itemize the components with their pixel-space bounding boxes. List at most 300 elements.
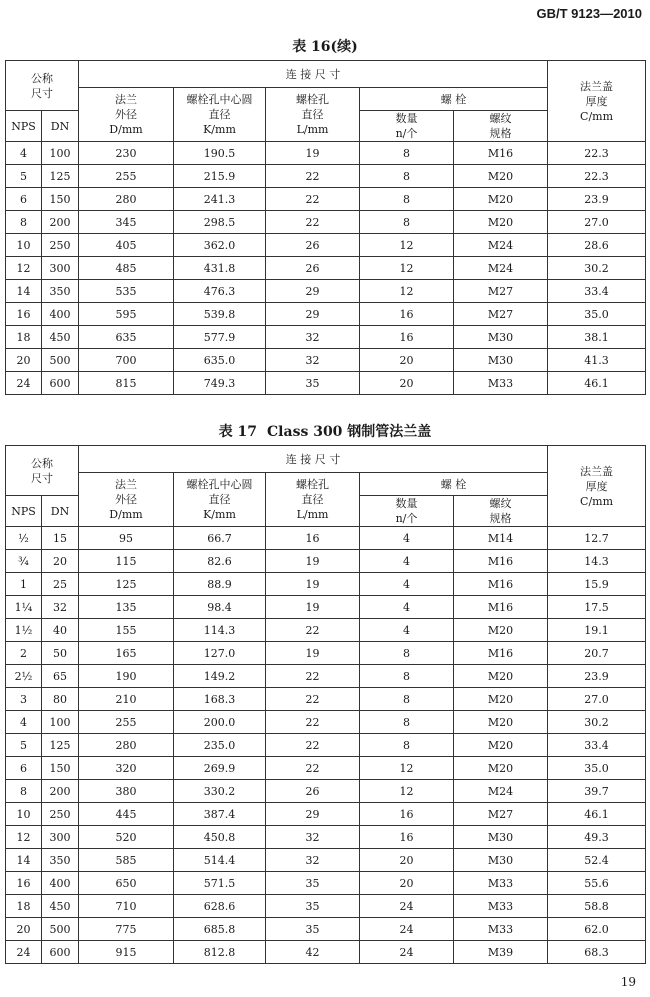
table-row (6, 326, 646, 349)
cell-thread-size: M14 (454, 527, 548, 550)
cell-bolt-hole: 29 (266, 303, 360, 326)
cell-thread-size: M20 (454, 188, 548, 211)
cell-cover-thickness: 23.9 (548, 188, 646, 211)
cell-flange-od: 165 (79, 642, 174, 665)
cell-cover-thickness: 49.3 (548, 826, 646, 849)
cell-nps: 20 (6, 918, 42, 941)
cell-flange-od: 585 (79, 849, 174, 872)
cell-dn: 200 (42, 211, 79, 234)
cell-bolt-qty: 4 (360, 619, 454, 642)
cell-cover-thickness: 39.7 (548, 780, 646, 803)
cell-bolt-qty: 8 (360, 734, 454, 757)
cell-dn: 125 (42, 165, 79, 188)
cell-bolt-qty: 16 (360, 826, 454, 849)
cell-dn: 350 (42, 849, 79, 872)
cell-bolt-hole: 22 (266, 711, 360, 734)
cell-nps: 24 (6, 372, 42, 395)
cell-nps: 14 (6, 280, 42, 303)
cell-flange-od: 445 (79, 803, 174, 826)
cell-flange-od: 280 (79, 734, 174, 757)
cell-bolt-circle: 269.9 (174, 757, 266, 780)
cell-bolt-circle: 628.6 (174, 895, 266, 918)
cell-flange-od: 115 (79, 550, 174, 573)
cell-dn: 300 (42, 257, 79, 280)
cell-flange-od: 635 (79, 326, 174, 349)
cell-cover-thickness: 38.1 (548, 326, 646, 349)
cell-bolt-circle: 387.4 (174, 803, 266, 826)
cell-thread-size: M27 (454, 303, 548, 326)
cell-nps: 24 (6, 941, 42, 964)
cell-flange-od: 320 (79, 757, 174, 780)
cell-bolt-qty: 4 (360, 596, 454, 619)
cell-thread-size: M24 (454, 257, 548, 280)
table-row (6, 941, 646, 964)
table-row (6, 234, 646, 257)
cell-bolt-circle: 571.5 (174, 872, 266, 895)
cell-bolt-circle: 749.3 (174, 372, 266, 395)
cell-nps: ¾ (6, 550, 42, 573)
cell-bolt-hole: 32 (266, 349, 360, 372)
cell-cover-thickness: 30.2 (548, 257, 646, 280)
table-row (6, 757, 646, 780)
cell-nps: ½ (6, 527, 42, 550)
cell-bolt-circle: 812.8 (174, 941, 266, 964)
cell-cover-thickness: 35.0 (548, 757, 646, 780)
cell-dn: 125 (42, 734, 79, 757)
cell-dn: 20 (42, 550, 79, 573)
cell-bolt-hole: 19 (266, 573, 360, 596)
cell-flange-od: 915 (79, 941, 174, 964)
cell-flange-od: 535 (79, 280, 174, 303)
cell-bolt-hole: 32 (266, 826, 360, 849)
cell-bolt-circle: 127.0 (174, 642, 266, 665)
cell-bolt-circle: 635.0 (174, 349, 266, 372)
cell-bolt-qty: 20 (360, 849, 454, 872)
cell-cover-thickness: 12.7 (548, 527, 646, 550)
cell-flange-od: 155 (79, 619, 174, 642)
table-16 (5, 60, 646, 395)
cell-dn: 65 (42, 665, 79, 688)
cell-dn: 600 (42, 372, 79, 395)
header-bolt-hole-diameter: 螺栓孔 直径 L/mm (266, 473, 360, 527)
cell-dn: 40 (42, 619, 79, 642)
cell-dn: 400 (42, 872, 79, 895)
cell-bolt-circle: 98.4 (174, 596, 266, 619)
cell-dn: 450 (42, 895, 79, 918)
cell-cover-thickness: 52.4 (548, 849, 646, 872)
cell-bolt-qty: 20 (360, 349, 454, 372)
cell-flange-od: 650 (79, 872, 174, 895)
cell-bolt-circle: 88.9 (174, 573, 266, 596)
cell-flange-od: 815 (79, 372, 174, 395)
cell-thread-size: M30 (454, 326, 548, 349)
table-row (6, 349, 646, 372)
cell-bolt-circle: 362.0 (174, 234, 266, 257)
table-row (6, 688, 646, 711)
header-dn: DN (42, 111, 79, 142)
cell-dn: 450 (42, 326, 79, 349)
header-bolt-quantity: 数量 n/个 (360, 496, 454, 527)
cell-bolt-circle: 114.3 (174, 619, 266, 642)
table-row (6, 826, 646, 849)
cell-thread-size: M27 (454, 280, 548, 303)
cell-cover-thickness: 17.5 (548, 596, 646, 619)
cell-cover-thickness: 46.1 (548, 372, 646, 395)
cell-bolt-hole: 22 (266, 211, 360, 234)
cell-thread-size: M20 (454, 757, 548, 780)
cell-bolt-hole: 22 (266, 619, 360, 642)
cell-nps: 16 (6, 303, 42, 326)
table-row (6, 188, 646, 211)
cell-bolt-hole: 19 (266, 596, 360, 619)
cell-bolt-qty: 24 (360, 918, 454, 941)
cell-nps: 12 (6, 257, 42, 280)
cell-cover-thickness: 22.3 (548, 142, 646, 165)
cell-dn: 350 (42, 280, 79, 303)
cell-cover-thickness: 19.1 (548, 619, 646, 642)
cell-bolt-qty: 20 (360, 372, 454, 395)
cell-bolt-qty: 16 (360, 803, 454, 826)
cell-dn: 15 (42, 527, 79, 550)
header-bolt-hole-diameter: 螺栓孔 直径 L/mm (266, 88, 360, 142)
cell-nps: 1 (6, 573, 42, 596)
cell-nps: 5 (6, 734, 42, 757)
header-bolt-circle-diameter: 螺栓孔中心圆 直径 K/mm (174, 88, 266, 142)
cell-bolt-circle: 539.8 (174, 303, 266, 326)
cell-dn: 100 (42, 142, 79, 165)
cell-bolt-qty: 12 (360, 780, 454, 803)
cell-cover-thickness: 20.7 (548, 642, 646, 665)
cell-bolt-qty: 20 (360, 872, 454, 895)
header-flange-outer-diameter: 法兰 外径 D/mm (79, 88, 174, 142)
cell-thread-size: M30 (454, 349, 548, 372)
cell-bolt-hole: 26 (266, 257, 360, 280)
cell-bolt-qty: 8 (360, 711, 454, 734)
cell-cover-thickness: 15.9 (548, 573, 646, 596)
cell-cover-thickness: 55.6 (548, 872, 646, 895)
cell-bolt-hole: 22 (266, 688, 360, 711)
cell-bolt-qty: 12 (360, 757, 454, 780)
cell-flange-od: 230 (79, 142, 174, 165)
cell-bolt-qty: 8 (360, 688, 454, 711)
cell-thread-size: M20 (454, 211, 548, 234)
cell-bolt-qty: 8 (360, 642, 454, 665)
cell-flange-od: 380 (79, 780, 174, 803)
cell-thread-size: M16 (454, 642, 548, 665)
cell-bolt-hole: 19 (266, 550, 360, 573)
cell-bolt-qty: 4 (360, 527, 454, 550)
cell-thread-size: M16 (454, 550, 548, 573)
cell-bolt-hole: 26 (266, 780, 360, 803)
cell-thread-size: M33 (454, 372, 548, 395)
header-cover-thickness: 法兰盖 厚度 C/mm (548, 61, 646, 142)
cell-bolt-hole: 32 (266, 326, 360, 349)
table-row (6, 872, 646, 895)
table-row (6, 527, 646, 550)
cell-bolt-qty: 4 (360, 573, 454, 596)
cell-bolt-circle: 215.9 (174, 165, 266, 188)
cell-cover-thickness: 22.3 (548, 165, 646, 188)
header-connection-dimensions: 连 接 尺 寸 (79, 446, 548, 473)
cell-flange-od: 520 (79, 826, 174, 849)
table-row (6, 211, 646, 234)
cell-bolt-hole: 26 (266, 234, 360, 257)
cell-thread-size: M39 (454, 941, 548, 964)
cell-nps: 1¼ (6, 596, 42, 619)
cell-thread-size: M24 (454, 234, 548, 257)
cell-flange-od: 345 (79, 211, 174, 234)
cell-nps: 1½ (6, 619, 42, 642)
table-row (6, 780, 646, 803)
table-row (6, 596, 646, 619)
header-connection-dimensions: 连 接 尺 寸 (79, 61, 548, 88)
cell-flange-od: 405 (79, 234, 174, 257)
cell-dn: 150 (42, 757, 79, 780)
header-nominal-size: 公称 尺寸 (6, 446, 79, 496)
cell-bolt-circle: 431.8 (174, 257, 266, 280)
cell-dn: 400 (42, 303, 79, 326)
cell-nps: 2½ (6, 665, 42, 688)
cell-thread-size: M33 (454, 918, 548, 941)
cell-dn: 32 (42, 596, 79, 619)
cell-cover-thickness: 14.3 (548, 550, 646, 573)
cell-bolt-hole: 35 (266, 372, 360, 395)
cell-bolt-circle: 298.5 (174, 211, 266, 234)
cell-bolt-circle: 577.9 (174, 326, 266, 349)
cell-dn: 250 (42, 234, 79, 257)
cell-bolt-circle: 450.8 (174, 826, 266, 849)
table-row (6, 803, 646, 826)
header-bolt-circle-diameter: 螺栓孔中心圆 直径 K/mm (174, 473, 266, 527)
cell-nps: 5 (6, 165, 42, 188)
cell-cover-thickness: 62.0 (548, 918, 646, 941)
cell-nps: 16 (6, 872, 42, 895)
cell-cover-thickness: 30.2 (548, 711, 646, 734)
cell-flange-od: 485 (79, 257, 174, 280)
cell-bolt-circle: 66.7 (174, 527, 266, 550)
cell-bolt-qty: 16 (360, 326, 454, 349)
cell-cover-thickness: 27.0 (548, 688, 646, 711)
cell-bolt-qty: 24 (360, 941, 454, 964)
cell-cover-thickness: 35.0 (548, 303, 646, 326)
table-row (6, 142, 646, 165)
cell-bolt-circle: 685.8 (174, 918, 266, 941)
cell-thread-size: M27 (454, 803, 548, 826)
cell-dn: 250 (42, 803, 79, 826)
cell-thread-size: M33 (454, 895, 548, 918)
cell-flange-od: 595 (79, 303, 174, 326)
cell-flange-od: 710 (79, 895, 174, 918)
cell-flange-od: 210 (79, 688, 174, 711)
cell-flange-od: 190 (79, 665, 174, 688)
table-17-caption (0, 421, 650, 441)
cell-cover-thickness: 33.4 (548, 734, 646, 757)
cell-bolt-qty: 12 (360, 257, 454, 280)
table-16-number: 表 16 (292, 39, 331, 55)
cell-nps: 4 (6, 711, 42, 734)
cell-bolt-qty: 4 (360, 550, 454, 573)
cell-bolt-qty: 8 (360, 665, 454, 688)
cell-flange-od: 700 (79, 349, 174, 372)
cell-bolt-qty: 12 (360, 280, 454, 303)
header-cover-thickness: 法兰盖 厚度 C/mm (548, 446, 646, 527)
cell-flange-od: 125 (79, 573, 174, 596)
table-17 (5, 445, 646, 964)
cell-thread-size: M24 (454, 780, 548, 803)
cell-bolt-circle: 514.4 (174, 849, 266, 872)
header-bolt-quantity: 数量 n/个 (360, 111, 454, 142)
cell-dn: 200 (42, 780, 79, 803)
header-thread-size: 螺纹 规格 (454, 111, 548, 142)
cell-dn: 25 (42, 573, 79, 596)
cell-cover-thickness: 46.1 (548, 803, 646, 826)
cell-cover-thickness: 68.3 (548, 941, 646, 964)
table-row (6, 849, 646, 872)
header-nps: NPS (6, 111, 42, 142)
cell-bolt-hole: 16 (266, 527, 360, 550)
cell-bolt-hole: 19 (266, 142, 360, 165)
cell-flange-od: 135 (79, 596, 174, 619)
cell-nps: 14 (6, 849, 42, 872)
cell-thread-size: M20 (454, 688, 548, 711)
table-row (6, 918, 646, 941)
cell-bolt-hole: 42 (266, 941, 360, 964)
cell-thread-size: M20 (454, 619, 548, 642)
cell-nps: 8 (6, 211, 42, 234)
cell-nps: 3 (6, 688, 42, 711)
cell-bolt-circle: 190.5 (174, 142, 266, 165)
table-row (6, 280, 646, 303)
cell-dn: 50 (42, 642, 79, 665)
cell-nps: 4 (6, 142, 42, 165)
cell-dn: 300 (42, 826, 79, 849)
cell-bolt-qty: 8 (360, 165, 454, 188)
cell-bolt-circle: 476.3 (174, 280, 266, 303)
header-dn: DN (42, 496, 79, 527)
cell-bolt-circle: 235.0 (174, 734, 266, 757)
cell-bolt-hole: 29 (266, 803, 360, 826)
cell-bolt-circle: 241.3 (174, 188, 266, 211)
standard-code: GB/T 9123—2010 (536, 6, 642, 21)
cell-bolt-circle: 82.6 (174, 550, 266, 573)
table-row (6, 573, 646, 596)
cell-dn: 80 (42, 688, 79, 711)
table-17-number: 表 17 (218, 424, 258, 440)
cell-nps: 2 (6, 642, 42, 665)
cell-bolt-circle: 330.2 (174, 780, 266, 803)
cell-bolt-hole: 22 (266, 165, 360, 188)
cell-bolt-qty: 12 (360, 234, 454, 257)
table-17-title: Class 300 钢制管法兰盖 (267, 424, 432, 440)
header-nps: NPS (6, 496, 42, 527)
cell-dn: 100 (42, 711, 79, 734)
cell-thread-size: M16 (454, 596, 548, 619)
header-nominal-size: 公称 尺寸 (6, 61, 79, 111)
page-number: 19 (620, 975, 636, 989)
table-row (6, 372, 646, 395)
cell-bolt-hole: 35 (266, 918, 360, 941)
cell-nps: 20 (6, 349, 42, 372)
cell-cover-thickness: 33.4 (548, 280, 646, 303)
cell-bolt-qty: 8 (360, 188, 454, 211)
cell-thread-size: M30 (454, 826, 548, 849)
cell-bolt-qty: 24 (360, 895, 454, 918)
table-row (6, 165, 646, 188)
cell-thread-size: M16 (454, 142, 548, 165)
cell-bolt-qty: 8 (360, 211, 454, 234)
table-row (6, 642, 646, 665)
cell-nps: 10 (6, 803, 42, 826)
cell-cover-thickness: 41.3 (548, 349, 646, 372)
cell-flange-od: 280 (79, 188, 174, 211)
cell-nps: 6 (6, 188, 42, 211)
cell-dn: 500 (42, 918, 79, 941)
header-thread-size: 螺纹 规格 (454, 496, 548, 527)
table-row (6, 550, 646, 573)
header-bolts: 螺 栓 (360, 88, 548, 111)
cell-cover-thickness: 23.9 (548, 665, 646, 688)
cell-flange-od: 95 (79, 527, 174, 550)
header-flange-outer-diameter: 法兰 外径 D/mm (79, 473, 174, 527)
cell-bolt-hole: 22 (266, 665, 360, 688)
cell-bolt-hole: 22 (266, 757, 360, 780)
cell-thread-size: M16 (454, 573, 548, 596)
cell-cover-thickness: 28.6 (548, 234, 646, 257)
cell-thread-size: M20 (454, 165, 548, 188)
cell-bolt-hole: 22 (266, 188, 360, 211)
table-row (6, 895, 646, 918)
table-row (6, 619, 646, 642)
cell-thread-size: M33 (454, 872, 548, 895)
cell-thread-size: M20 (454, 734, 548, 757)
cell-bolt-qty: 8 (360, 142, 454, 165)
cell-nps: 6 (6, 757, 42, 780)
table-row (6, 665, 646, 688)
cell-bolt-circle: 149.2 (174, 665, 266, 688)
header-bolts: 螺 栓 (360, 473, 548, 496)
cell-thread-size: M20 (454, 711, 548, 734)
table-row (6, 734, 646, 757)
cell-thread-size: M20 (454, 665, 548, 688)
cell-bolt-hole: 22 (266, 734, 360, 757)
cell-flange-od: 255 (79, 711, 174, 734)
table-row (6, 711, 646, 734)
cell-dn: 600 (42, 941, 79, 964)
table-row (6, 303, 646, 326)
cell-dn: 150 (42, 188, 79, 211)
table-16-title: (续) (330, 39, 358, 55)
cell-bolt-circle: 200.0 (174, 711, 266, 734)
cell-bolt-qty: 16 (360, 303, 454, 326)
cell-thread-size: M30 (454, 849, 548, 872)
cell-nps: 12 (6, 826, 42, 849)
cell-dn: 500 (42, 349, 79, 372)
cell-nps: 10 (6, 234, 42, 257)
cell-nps: 18 (6, 895, 42, 918)
cell-bolt-hole: 35 (266, 872, 360, 895)
cell-bolt-hole: 32 (266, 849, 360, 872)
cell-cover-thickness: 58.8 (548, 895, 646, 918)
cell-bolt-hole: 35 (266, 895, 360, 918)
cell-nps: 18 (6, 326, 42, 349)
table-16-caption (0, 36, 650, 56)
cell-bolt-circle: 168.3 (174, 688, 266, 711)
table-row (6, 257, 646, 280)
cell-cover-thickness: 27.0 (548, 211, 646, 234)
cell-nps: 8 (6, 780, 42, 803)
cell-bolt-hole: 19 (266, 642, 360, 665)
cell-flange-od: 775 (79, 918, 174, 941)
